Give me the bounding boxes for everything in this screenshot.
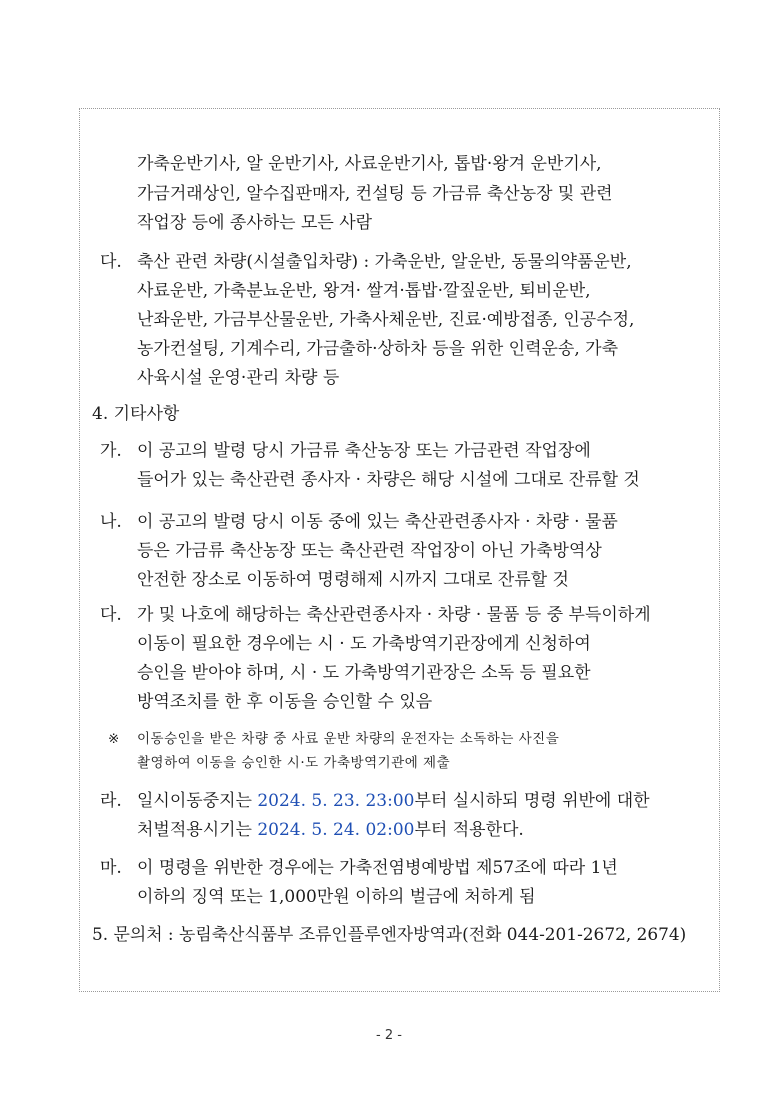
body-line: 축산 관련 차량(시설출입차량) : 가축운반, 알운반, 동물의약품운반, [137,252,632,272]
body-line: 작업장 등에 종사하는 모든 사람 [137,213,373,233]
body-line: 농가컨설팅, 기계수리, 가금출하·상하차 등을 위한 인력운송, 가축 [137,339,619,359]
item-marker: 다. [100,605,122,625]
effective-date: 2024. 5. 23. 23:00 [257,791,415,811]
note-marker: ※ [108,731,120,747]
contact-heading: 5. 문의처 : 농림축산식품부 조류인플루엔자방역과(전화 044-201-2672, 2674) [92,925,687,945]
body-line: 사육시설 운영·관리 차량 등 [137,368,340,388]
body-line: 방역조치를 한 후 이동을 승인할 수 있음 [137,692,433,712]
body-line: 난좌운반, 가금부산물운반, 가축사체운반, 진료·예방접종, 인공수정, [137,310,635,330]
body-line: 승인을 받아야 하며, 시 · 도 가축방역기관장은 소독 등 필요한 [137,663,591,683]
body-line [137,820,524,840]
body-text: 일시이동중지는 [137,791,258,811]
body-line: 들어가 있는 축산관련 종사자 · 차량은 해당 시설에 그대로 잔류할 것 [137,470,640,490]
body-line: 이 공고의 발령 당시 가금류 축산농장 또는 가금관련 작업장에 [137,441,591,461]
body-line [137,791,650,811]
body-line: 안전한 장소로 이동하여 명령해제 시까지 그대로 잔류할 것 [137,570,569,590]
body-line: 가 및 나호에 해당하는 축산관련종사자 · 차량 · 물품 등 중 부득이하게 [137,605,651,625]
body-line: 가축운반기사, 알 운반기사, 사료운반기사, 톱밥·왕겨 운반기사, [137,154,602,174]
item-marker: 나. [100,512,122,532]
body-line: 등은 가금류 축산농장 또는 축산관련 작업장이 아닌 가축방역상 [137,541,602,561]
item-marker: 라. [100,791,122,811]
body-text: 부터 적용한다. [414,820,524,840]
section-heading: 4. 기타사항 [92,404,180,424]
body-line: 이동이 필요한 경우에는 시 · 도 가축방역기관장에게 신청하여 [137,634,591,654]
body-text: 처벌적용시기는 [137,820,258,840]
body-line: 이하의 징역 또는 1,000만원 이하의 벌금에 처하게 됨 [137,887,536,907]
body-line: 사료운반, 가축분뇨운반, 왕겨· 쌀겨·톱밥·깔짚운반, 퇴비운반, [137,281,591,301]
body-line: 이 공고의 발령 당시 이동 중에 있는 축산관련종사자 · 차량 · 물품 [137,512,618,532]
body-line: 이 명령을 위반한 경우에는 가축전염병예방법 제57조에 따라 1년 [137,858,618,878]
note-line: 이동승인을 받은 차량 중 사료 운반 차량의 운전자는 소독하는 사진을 [137,731,560,747]
note-line: 촬영하여 이동을 승인한 시·도 가축방역기관에 제출 [137,755,451,771]
item-marker: 가. [100,441,122,461]
body-line: 가금거래상인, 알수집판매자, 컨설팅 등 가금류 축산농장 및 관련 [137,184,613,204]
page-number: - 2 - [376,1028,402,1043]
item-marker: 다. [100,252,122,272]
item-marker: 마. [100,858,122,878]
penalty-date: 2024. 5. 24. 02:00 [257,820,415,840]
body-text: 부터 실시하되 명령 위반에 대한 [414,791,650,811]
